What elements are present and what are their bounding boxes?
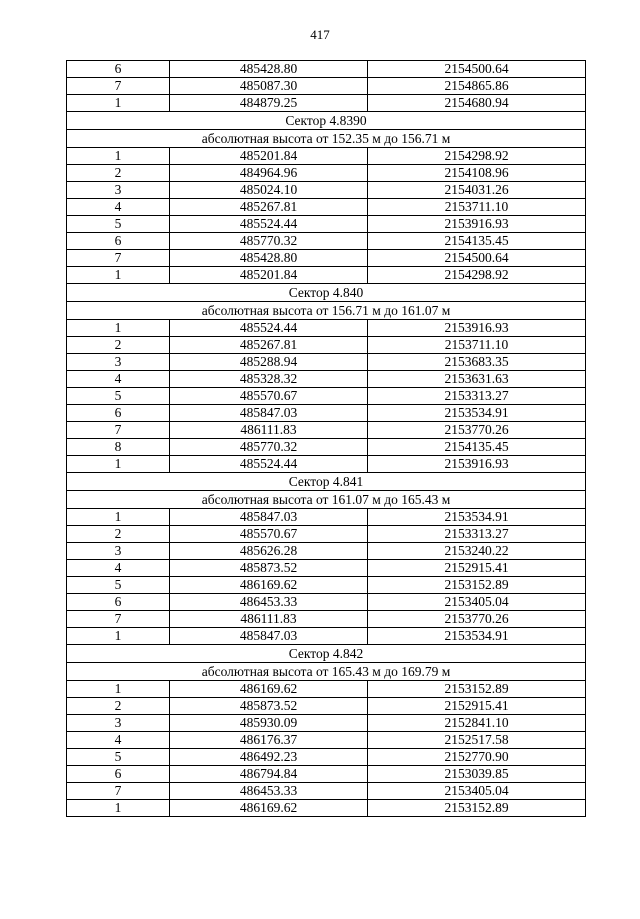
x-coordinate-cell: 485570.67	[170, 526, 368, 543]
x-coordinate-cell: 484879.25	[170, 95, 368, 112]
y-coordinate-cell: 2153152.89	[368, 800, 586, 817]
table-row	[67, 560, 586, 577]
x-coordinate-cell: 485288.94	[170, 354, 368, 371]
y-coordinate-cell: 2153240.22	[368, 543, 586, 560]
point-number-cell: 5	[67, 577, 170, 594]
table-row	[67, 715, 586, 732]
coordinates-table	[66, 60, 586, 817]
x-coordinate-cell: 485626.28	[170, 543, 368, 560]
y-coordinate-cell: 2153313.27	[368, 388, 586, 405]
table-row	[67, 509, 586, 526]
x-coordinate-cell: 485201.84	[170, 148, 368, 165]
point-number-cell: 6	[67, 766, 170, 783]
x-coordinate-cell: 486492.23	[170, 749, 368, 766]
table-row	[67, 681, 586, 698]
point-number-cell: 7	[67, 611, 170, 628]
y-coordinate-cell: 2153152.89	[368, 577, 586, 594]
y-coordinate-cell: 2154135.45	[368, 439, 586, 456]
table-row	[67, 388, 586, 405]
x-coordinate-cell: 486169.62	[170, 800, 368, 817]
sector-altitude-row	[67, 130, 586, 148]
point-number-cell: 6	[67, 61, 170, 78]
y-coordinate-cell: 2152915.41	[368, 698, 586, 715]
table-row	[67, 422, 586, 439]
x-coordinate-cell: 485024.10	[170, 182, 368, 199]
table-row	[67, 95, 586, 112]
y-coordinate-cell: 2154298.92	[368, 148, 586, 165]
x-coordinate-cell: 485770.32	[170, 233, 368, 250]
sector-altitude: абсолютная высота от 156.71 м до 161.07 м	[67, 302, 586, 320]
table-row	[67, 698, 586, 715]
table-row	[67, 732, 586, 749]
x-coordinate-cell: 485428.80	[170, 61, 368, 78]
y-coordinate-cell: 2154298.92	[368, 267, 586, 284]
table-row	[67, 148, 586, 165]
y-coordinate-cell: 2153405.04	[368, 594, 586, 611]
x-coordinate-cell: 485201.84	[170, 267, 368, 284]
table-row	[67, 250, 586, 267]
x-coordinate-cell: 486169.62	[170, 577, 368, 594]
point-number-cell: 4	[67, 371, 170, 388]
table-row	[67, 783, 586, 800]
point-number-cell: 5	[67, 388, 170, 405]
point-number-cell: 3	[67, 715, 170, 732]
x-coordinate-cell: 485524.44	[170, 320, 368, 337]
y-coordinate-cell: 2153683.35	[368, 354, 586, 371]
y-coordinate-cell: 2153313.27	[368, 526, 586, 543]
point-number-cell: 5	[67, 749, 170, 766]
sector-title: Сектор 4.841	[67, 473, 586, 491]
point-number-cell: 4	[67, 560, 170, 577]
point-number-cell: 6	[67, 594, 170, 611]
sector-altitude-row	[67, 302, 586, 320]
x-coordinate-cell: 485770.32	[170, 439, 368, 456]
table-row	[67, 216, 586, 233]
point-number-cell: 2	[67, 337, 170, 354]
point-number-cell: 8	[67, 439, 170, 456]
y-coordinate-cell: 2153711.10	[368, 199, 586, 216]
table-row	[67, 405, 586, 422]
y-coordinate-cell: 2154500.64	[368, 61, 586, 78]
x-coordinate-cell: 486176.37	[170, 732, 368, 749]
point-number-cell: 1	[67, 628, 170, 645]
table-row	[67, 439, 586, 456]
y-coordinate-cell: 2154108.96	[368, 165, 586, 182]
y-coordinate-cell: 2153916.93	[368, 456, 586, 473]
point-number-cell: 1	[67, 148, 170, 165]
table-row	[67, 628, 586, 645]
x-coordinate-cell: 486453.33	[170, 594, 368, 611]
x-coordinate-cell: 485428.80	[170, 250, 368, 267]
table-row	[67, 577, 586, 594]
coordinates-table-body	[67, 61, 586, 817]
x-coordinate-cell: 486794.84	[170, 766, 368, 783]
point-number-cell: 4	[67, 732, 170, 749]
x-coordinate-cell: 485524.44	[170, 216, 368, 233]
sector-title-row	[67, 284, 586, 302]
x-coordinate-cell: 486453.33	[170, 783, 368, 800]
x-coordinate-cell: 485328.32	[170, 371, 368, 388]
sector-title: Сектор 4.840	[67, 284, 586, 302]
x-coordinate-cell: 485873.52	[170, 698, 368, 715]
sector-title: Сектор 4.8390	[67, 112, 586, 130]
table-row	[67, 182, 586, 199]
point-number-cell: 6	[67, 233, 170, 250]
x-coordinate-cell: 485847.03	[170, 509, 368, 526]
x-coordinate-cell: 485524.44	[170, 456, 368, 473]
y-coordinate-cell: 2153770.26	[368, 611, 586, 628]
y-coordinate-cell: 2154500.64	[368, 250, 586, 267]
point-number-cell: 7	[67, 78, 170, 95]
point-number-cell: 7	[67, 250, 170, 267]
table-row	[67, 543, 586, 560]
sector-title: Сектор 4.842	[67, 645, 586, 663]
table-row	[67, 800, 586, 817]
table-row	[67, 233, 586, 250]
point-number-cell: 3	[67, 543, 170, 560]
page-number: 417	[310, 27, 330, 42]
y-coordinate-cell: 2154031.26	[368, 182, 586, 199]
x-coordinate-cell: 486111.83	[170, 611, 368, 628]
x-coordinate-cell: 485570.67	[170, 388, 368, 405]
x-coordinate-cell: 485267.81	[170, 199, 368, 216]
x-coordinate-cell: 484964.96	[170, 165, 368, 182]
point-number-cell: 1	[67, 456, 170, 473]
point-number-cell: 1	[67, 95, 170, 112]
y-coordinate-cell: 2153152.89	[368, 681, 586, 698]
table-row	[67, 766, 586, 783]
x-coordinate-cell: 485873.52	[170, 560, 368, 577]
table-row	[67, 594, 586, 611]
x-coordinate-cell: 485847.03	[170, 405, 368, 422]
sector-altitude: абсолютная высота от 161.07 м до 165.43 м	[67, 491, 586, 509]
point-number-cell: 4	[67, 199, 170, 216]
point-number-cell: 3	[67, 354, 170, 371]
sector-title-row	[67, 473, 586, 491]
sector-title-row	[67, 645, 586, 663]
point-number-cell: 1	[67, 681, 170, 698]
y-coordinate-cell: 2152517.58	[368, 732, 586, 749]
sector-title-row	[67, 112, 586, 130]
x-coordinate-cell: 486111.83	[170, 422, 368, 439]
y-coordinate-cell: 2152915.41	[368, 560, 586, 577]
y-coordinate-cell: 2153405.04	[368, 783, 586, 800]
y-coordinate-cell: 2153631.63	[368, 371, 586, 388]
table-row	[67, 165, 586, 182]
x-coordinate-cell: 486169.62	[170, 681, 368, 698]
x-coordinate-cell: 485930.09	[170, 715, 368, 732]
table-row	[67, 371, 586, 388]
table-row	[67, 456, 586, 473]
x-coordinate-cell: 485847.03	[170, 628, 368, 645]
y-coordinate-cell: 2152841.10	[368, 715, 586, 732]
table-row	[67, 611, 586, 628]
sector-altitude-row	[67, 491, 586, 509]
y-coordinate-cell: 2153916.93	[368, 320, 586, 337]
y-coordinate-cell: 2153916.93	[368, 216, 586, 233]
sector-altitude: абсолютная высота от 165.43 м до 169.79 м	[67, 663, 586, 681]
table-row	[67, 337, 586, 354]
point-number-cell: 1	[67, 509, 170, 526]
y-coordinate-cell: 2153770.26	[368, 422, 586, 439]
point-number-cell: 2	[67, 526, 170, 543]
y-coordinate-cell: 2154135.45	[368, 233, 586, 250]
table-row	[67, 78, 586, 95]
point-number-cell: 7	[67, 783, 170, 800]
y-coordinate-cell: 2154865.86	[368, 78, 586, 95]
table-row	[67, 199, 586, 216]
point-number-cell: 2	[67, 165, 170, 182]
table-row	[67, 61, 586, 78]
y-coordinate-cell: 2153711.10	[368, 337, 586, 354]
point-number-cell: 1	[67, 267, 170, 284]
table-row	[67, 267, 586, 284]
x-coordinate-cell: 485267.81	[170, 337, 368, 354]
table-row	[67, 526, 586, 543]
y-coordinate-cell: 2154680.94	[368, 95, 586, 112]
point-number-cell: 2	[67, 698, 170, 715]
sector-altitude-row	[67, 663, 586, 681]
point-number-cell: 1	[67, 320, 170, 337]
y-coordinate-cell: 2152770.90	[368, 749, 586, 766]
point-number-cell: 5	[67, 216, 170, 233]
point-number-cell: 3	[67, 182, 170, 199]
sector-altitude: абсолютная высота от 152.35 м до 156.71 м	[67, 130, 586, 148]
point-number-cell: 1	[67, 800, 170, 817]
y-coordinate-cell: 2153534.91	[368, 628, 586, 645]
point-number-cell: 7	[67, 422, 170, 439]
table-row	[67, 354, 586, 371]
y-coordinate-cell: 2153039.85	[368, 766, 586, 783]
y-coordinate-cell: 2153534.91	[368, 509, 586, 526]
table-row	[67, 749, 586, 766]
table-row	[67, 320, 586, 337]
x-coordinate-cell: 485087.30	[170, 78, 368, 95]
y-coordinate-cell: 2153534.91	[368, 405, 586, 422]
point-number-cell: 6	[67, 405, 170, 422]
